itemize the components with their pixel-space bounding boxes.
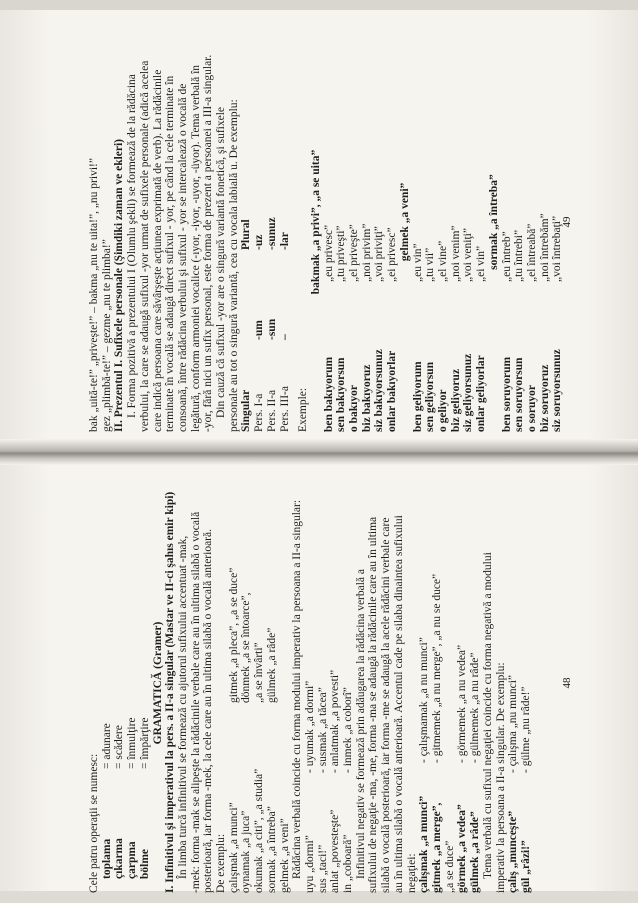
header-spacer bbox=[240, 250, 253, 340]
example-row bbox=[266, 473, 279, 893]
example-row bbox=[323, 12, 336, 432]
example-row bbox=[304, 473, 317, 893]
example-right: - görmemek „a nu vedea” bbox=[456, 644, 469, 763]
example-row bbox=[469, 473, 482, 893]
page-49 bbox=[88, 12, 588, 432]
example-row bbox=[444, 473, 457, 893]
example-left: anlat „povesteşte” bbox=[329, 809, 342, 893]
romanian-gloss: „eu privesc” bbox=[322, 224, 335, 282]
example-row bbox=[240, 473, 253, 893]
ops-row bbox=[126, 473, 139, 893]
example-row bbox=[412, 12, 425, 432]
paragraph-line: terminate în vocală se adaugă direct sufixul - yor, pe când la cele terminate în bbox=[164, 75, 177, 432]
paragraph-line: verbului, la care se adaugă sufixul -yor urmat de sufixele personale (adică acelea bbox=[138, 60, 151, 432]
romanian-gloss: „noi privim” bbox=[360, 223, 373, 282]
page-number: 49 bbox=[561, 216, 574, 228]
romanian-gloss: „voi veniţi” bbox=[462, 228, 475, 282]
example-right: „a se învârti” bbox=[253, 642, 266, 703]
example-right: gülmek „a râde” bbox=[265, 627, 278, 703]
turkish-form: onlar bakıyorlar bbox=[386, 350, 399, 432]
romanian-gloss: „tu vii” bbox=[424, 247, 437, 282]
example-row bbox=[279, 473, 292, 893]
example-left: gelmek „a veni” bbox=[278, 818, 291, 893]
example-row bbox=[418, 473, 431, 893]
book-gutter bbox=[0, 439, 638, 465]
op-meaning: = împărţire bbox=[138, 717, 151, 769]
example-row bbox=[373, 12, 386, 432]
op-meaning: = înmulţire bbox=[126, 717, 139, 769]
example-right: - çalışma „nu munci” bbox=[507, 674, 520, 773]
example-right: - gitmemek „a nu merge”, „a nu se duce” bbox=[430, 573, 443, 763]
op-term: çarpma bbox=[126, 841, 139, 879]
paragraph-line: Din cauză că sufixul -yor are o singură variantă fonetică, şi sufixele bbox=[215, 106, 228, 418]
example-row bbox=[317, 473, 330, 893]
plural-suffix: -uz bbox=[253, 234, 266, 250]
turkish-form: biz bakıyoruz bbox=[360, 364, 373, 432]
example-row bbox=[329, 473, 342, 893]
example-right: dönmek „a se întoarce”, bbox=[240, 592, 253, 703]
turkish-form: biz soruyoruz bbox=[538, 364, 551, 432]
example-group-title: sormak „a întreba” bbox=[487, 174, 500, 270]
turkish-form: biz geliyoruz bbox=[449, 369, 462, 432]
example-left: gül „râzi!” bbox=[519, 840, 532, 893]
example-row bbox=[424, 12, 437, 432]
header-singular: Singular bbox=[240, 389, 253, 432]
page-number: 48 bbox=[561, 677, 574, 689]
section-title: II. Prezentul I. Sufixele personale (Şimdiki zaman ve ekleri) bbox=[113, 138, 126, 432]
example-left: sus „taci!” bbox=[316, 844, 329, 893]
turkish-form: sen bakıyorsun bbox=[335, 357, 348, 432]
example-left: gitmek „a merge”, bbox=[430, 802, 443, 893]
paragraph-line: negaţiei: bbox=[405, 853, 418, 893]
example-row bbox=[475, 12, 488, 432]
paragraph-line: -mek: forma -mak se alipeşte la rădăcinile verbale care au în ultima silabă o vocală bbox=[189, 511, 202, 893]
section-title: I. Infinitivul şi imperativul la pers. a II-a singular (Mastar ve II-ci şahıs emir kipi) bbox=[164, 491, 177, 893]
example-left: çalışmak „a munci” bbox=[418, 795, 431, 893]
example-row bbox=[335, 12, 348, 432]
paragraph-line: -yor, fără nici un sufix personal, este forma de prezent a persoanei a III-a singular. bbox=[202, 54, 215, 432]
example-row bbox=[450, 12, 463, 432]
example-row bbox=[386, 12, 399, 432]
paragraph-line: personale au tot o singură variantă, cea cu vocala labială u. De exemplu: bbox=[227, 99, 240, 432]
grammar-title: GRAMATICĂ (Gramer) bbox=[151, 621, 164, 745]
example-group-title: gelmek „a veni” bbox=[398, 182, 411, 262]
example-left: gülmek „a râde” bbox=[469, 811, 482, 893]
paragraph-line: legătură, conform armoniei vocalice (-ıyor, -iyor, -uyor, -üyor). Tema verbală în bbox=[189, 64, 202, 432]
example-right: - inmek „a coborî” bbox=[342, 687, 355, 773]
suffix-table-header bbox=[240, 12, 253, 432]
paragraph-line: imperativ la persoana a II-a singular. De exemplu: bbox=[494, 662, 507, 893]
ops-row bbox=[139, 473, 152, 893]
paragraph-line: Tema verbală cu sufixul negaţiei coincide cu forma negativă a modului bbox=[481, 552, 494, 879]
romanian-gloss: „el întreabă” bbox=[525, 223, 538, 282]
turkish-form: o geliyor bbox=[436, 389, 449, 432]
turkish-form: sen geliyorsun bbox=[424, 362, 437, 432]
romanian-gloss: „ei privesc” bbox=[386, 227, 399, 282]
singular-suffix: – bbox=[278, 334, 291, 340]
turkish-form: o bakıyor bbox=[348, 385, 361, 432]
romanian-gloss: „noi întrebăm” bbox=[538, 213, 551, 282]
op-term: toplama bbox=[100, 838, 113, 879]
example-left: sormak „a întreba” bbox=[265, 806, 278, 893]
turkish-form: onlar geliyorlar bbox=[475, 355, 488, 432]
romanian-gloss: „el priveşte” bbox=[348, 224, 361, 282]
example-group-title: bakmak „a privi”, „a se uita” bbox=[309, 149, 322, 295]
example-row bbox=[253, 473, 266, 893]
example-left: „a se duce” bbox=[443, 840, 456, 893]
turkish-form: ben bakıyorum bbox=[322, 356, 335, 432]
examples-label: Exemple: bbox=[297, 387, 310, 432]
example-row bbox=[228, 473, 241, 893]
paragraph-line: posterioară, iar forma -mek, la cele care au în ultima silabă o vocală anterioară. bbox=[202, 529, 215, 893]
romanian-gloss: „eu întreb” bbox=[500, 231, 513, 282]
op-meaning: = adunare bbox=[100, 723, 113, 769]
example-row bbox=[507, 473, 520, 893]
turkish-form: sen soruyorsun bbox=[513, 357, 526, 432]
paragraph-line: au în ultima silabă o vocală anterioară. Accentul cade pe silaba dinaintea sufixului bbox=[392, 515, 405, 893]
example-row bbox=[526, 12, 539, 432]
person-label: Pers. III-a bbox=[278, 386, 291, 432]
paragraph-line: silabă o vocală posterioară, iar forma -me se adaugă la acele rădăcini verbale care bbox=[380, 517, 393, 893]
romanian-gloss: „eu vin” bbox=[411, 243, 424, 282]
example-left: görmek „a vedea” bbox=[456, 804, 469, 893]
example-row bbox=[348, 12, 361, 432]
example-right: - gülmemek „a nu râde” bbox=[469, 652, 482, 763]
example-row bbox=[462, 12, 475, 432]
ops-intro: Cele patru operaţii se numesc: bbox=[88, 753, 100, 893]
header-plural: Plural bbox=[240, 219, 253, 250]
singular-suffix: -um bbox=[253, 320, 266, 340]
romanian-gloss: „ei vin” bbox=[475, 245, 488, 282]
turkish-form: siz geliyorsunuz bbox=[462, 353, 475, 432]
example-right: gitmek „a pleca”, „a se duce” bbox=[227, 567, 240, 703]
romanian-gloss: „noi venim” bbox=[449, 225, 462, 282]
op-term: bölme bbox=[138, 848, 151, 879]
suffix-table-row bbox=[253, 12, 266, 432]
example-row bbox=[513, 12, 526, 432]
plural-suffix: -sunuz bbox=[265, 217, 278, 250]
example-left: oynamak „a juca” bbox=[240, 810, 253, 893]
paragraph-line: De exemplu: bbox=[215, 833, 228, 893]
paragraph-line: sufixului de negaţie -ma, -me, forma -ma se adaugă la rădăcinile care au în ultima bbox=[367, 516, 380, 893]
paragraph-line: I. Forma pozitivă a prezentului I (Olumlu şekli) se formează de la rădăcina bbox=[126, 74, 139, 418]
op-term: çıkarma bbox=[113, 838, 126, 879]
ops-row bbox=[113, 473, 126, 893]
turkish-form: ben soruyorum bbox=[500, 356, 513, 432]
example-right: - anlatmak „a povesti” bbox=[329, 669, 342, 773]
paragraph-line: Infinitivul negativ se formează prin adăugarea la rădăcina verbală a bbox=[354, 568, 367, 879]
example-row bbox=[520, 473, 533, 893]
romanian-gloss: „el vine” bbox=[436, 240, 449, 282]
example-row bbox=[431, 473, 444, 893]
paragraph-line: Rădăcina verbală coincide cu forma modului imperativ la persoana a II-a singular: bbox=[291, 499, 304, 879]
example-row bbox=[342, 473, 355, 893]
example-right: - çalışmamak „a nu munci” bbox=[418, 637, 431, 763]
example-left: okumak „a citi”, „a studia” bbox=[253, 768, 266, 893]
example-right: - uyumak „a dormi” bbox=[303, 680, 316, 773]
suffix-table-row bbox=[266, 12, 279, 432]
intro-line: bak „uită-te!” „privește!” – bakma „nu te uita!”, „nu privi!” bbox=[88, 158, 100, 432]
paragraph-line: consoană, între rădăcina verbului şi sufixul - yor se intercalează o vocală de bbox=[176, 83, 189, 432]
romanian-gloss: „voi priviţi” bbox=[373, 226, 386, 282]
example-row bbox=[501, 12, 514, 432]
intro-line: gez „plimbă-te!” – gezme „nu te plimba!” bbox=[100, 239, 113, 432]
person-label: Pers. I-a bbox=[253, 393, 266, 432]
romanian-gloss: „voi întrebaţi” bbox=[551, 215, 564, 282]
turkish-form: siz soruyorsunuz bbox=[551, 349, 564, 432]
example-right: - gülme „nu râde!” bbox=[519, 686, 532, 773]
paragraph-line: care indică persoana care săvârşeşte acţiunea exprimată de verb). La rădăcinile bbox=[151, 69, 164, 432]
op-meaning: = scădere bbox=[113, 725, 126, 769]
example-row bbox=[437, 12, 450, 432]
plural-suffix: -lar bbox=[278, 232, 291, 250]
example-left: çalışmak „a munci” bbox=[227, 802, 240, 893]
example-row bbox=[539, 12, 552, 432]
romanian-gloss: „tu întrebi” bbox=[513, 229, 526, 282]
singular-suffix: -sun bbox=[265, 318, 278, 340]
example-row bbox=[361, 12, 374, 432]
example-left: çalış „munceşte” bbox=[507, 810, 520, 893]
example-row bbox=[456, 473, 469, 893]
turkish-form: ben geliyorum bbox=[411, 361, 424, 432]
turkish-form: siz bakıyorsunuz bbox=[373, 349, 386, 432]
page-48 bbox=[88, 473, 588, 893]
turkish-form: o soruyor bbox=[525, 385, 538, 432]
person-label: Pers. II-a bbox=[265, 389, 278, 432]
suffix-table-row bbox=[279, 12, 292, 432]
example-left: uyu „dormi” bbox=[303, 835, 316, 893]
paragraph-line: În limba turcă infinitivul se formează cu ajutorul sufixului accentuat -mak, bbox=[176, 535, 189, 879]
example-right: - susmak „a tăcea” bbox=[316, 687, 329, 773]
scan-edge-top bbox=[0, 0, 638, 10]
romanian-gloss: „tu priveşti” bbox=[335, 225, 348, 282]
ops-row bbox=[101, 473, 114, 893]
example-left: in „coboară” bbox=[342, 834, 355, 893]
